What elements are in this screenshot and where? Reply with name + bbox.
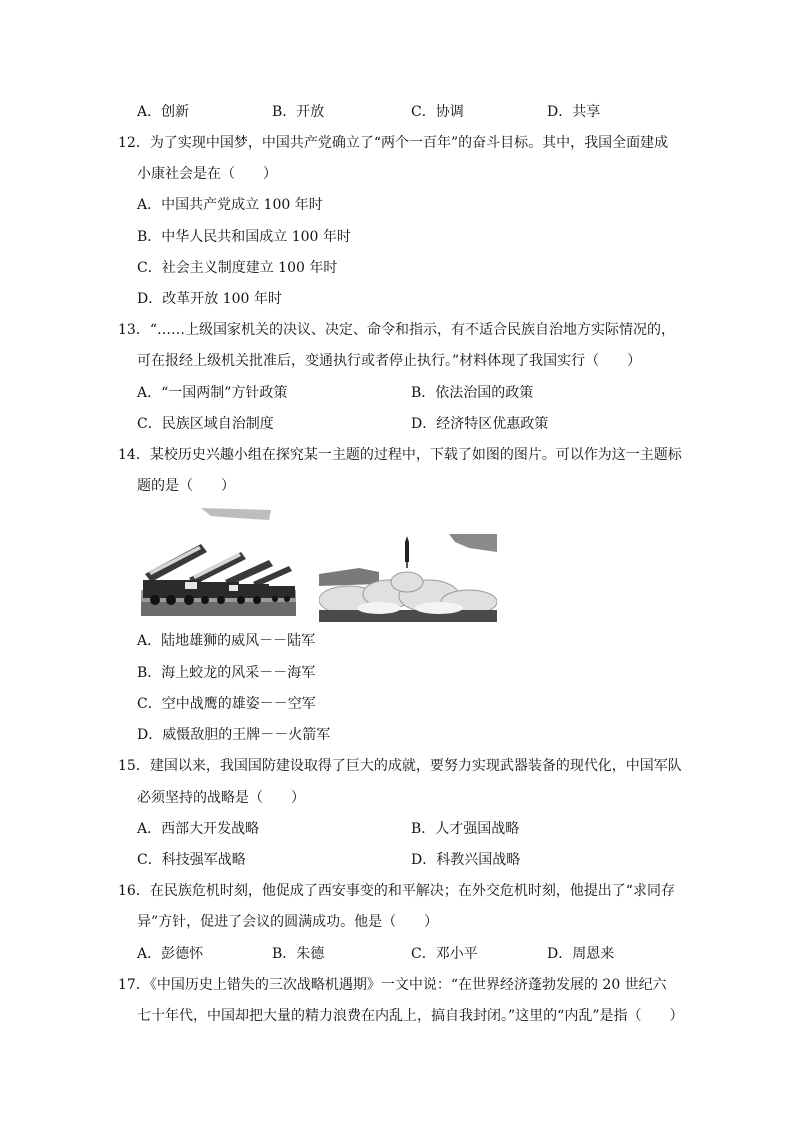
q14-option-d: D．威慑敌胆的王牌－－火箭军 xyxy=(137,727,331,743)
q13-option-a: A．“一国两制”方针政策 xyxy=(137,385,288,401)
q13-stem-line1: 13．“……上级国家机关的决议、决定、命令和指示，有不适合民族自治地方实际情况的， xyxy=(118,322,675,338)
q14-stem-line2: 题的是（ ） xyxy=(137,478,235,494)
q16-stem-line1: 16．在民族危机时刻，他促成了西安事变的和平解决；在外交危机时刻，他提出了“求同存 xyxy=(118,883,675,899)
q12-option-a: A．中国共产党成立 100 年时 xyxy=(137,197,323,213)
q13-option-d: D．经济特区优惠政策 xyxy=(411,416,549,432)
q15-stem-line2: 必须坚持的战略是（ ） xyxy=(137,790,305,806)
q14-stem-line1: 14．某校历史兴趣小组在探究某一主题的过程中，下载了如图的图片。可以作为这一主题标 xyxy=(118,447,682,463)
q13-option-b: B．依法治国的政策 xyxy=(411,385,534,401)
q15-option-b: B．人才强国战略 xyxy=(411,821,520,837)
q17-stem-line1: 17．《中国历史上错失的三次战略机遇期》一文中说：“在世界经济蓬勃发展的 20 世纪六 xyxy=(118,977,667,993)
q16-stem-line2: 异”方针，促进了会议的圆满成功。他是（ ） xyxy=(137,914,439,930)
q11-option-b: B．开放 xyxy=(272,104,325,120)
q11-option-a: A．创新 xyxy=(137,104,190,120)
q17-stem-line2: 七十年代，中国却把大量的精力浪费在内乱上，搞自我封闭。”这里的“内乱”是指（ ） xyxy=(137,1008,684,1024)
q16-option-d: D．周恩来 xyxy=(547,946,615,962)
q12-option-d: D．改革开放 100 年时 xyxy=(137,291,282,307)
q15-stem-line1: 15．建国以来，我国国防建设取得了巨大的成就，要努力实现武器装备的现代化，中国军队 xyxy=(118,758,682,774)
q16-option-a: A．彭德怀 xyxy=(137,946,204,962)
q13-stem-line2: 可在报经上级机关批准后，变通执行或者停止执行。”材料体现了我国实行（ ） xyxy=(137,353,642,369)
q14-option-c: C．空中战鹰的雄姿－－空军 xyxy=(137,696,316,712)
q16-option-b: B．朱德 xyxy=(272,946,325,962)
q15-option-a: A．西部大开发战略 xyxy=(137,821,260,837)
missile-launchers-photo xyxy=(141,506,296,616)
q12-option-b: B．中华人民共和国成立 100 年时 xyxy=(137,229,351,245)
q11-option-c: C．协调 xyxy=(411,104,464,120)
q12-stem-line1: 12．为了实现中国梦，中国共产党确立了“两个一百年”的奋斗目标。其中，我国全面建成 xyxy=(118,135,669,151)
q12-stem-line2: 小康社会是在（ ） xyxy=(137,166,277,182)
q11-option-d: D．共享 xyxy=(547,104,601,120)
q13-option-c: C．民族区域自治制度 xyxy=(137,416,274,432)
q14-option-b: B．海上蛟龙的风采－－海军 xyxy=(137,665,316,681)
q15-option-c: C．科技强军战略 xyxy=(137,852,246,868)
q15-option-d: D．科教兴国战略 xyxy=(411,852,521,868)
rocket-launch-photo xyxy=(319,534,497,622)
q14-option-a: A．陆地雄狮的威风－－陆军 xyxy=(137,633,316,649)
q16-option-c: C．邓小平 xyxy=(411,946,478,962)
q12-option-c: C．社会主义制度建立 100 年时 xyxy=(137,260,338,276)
